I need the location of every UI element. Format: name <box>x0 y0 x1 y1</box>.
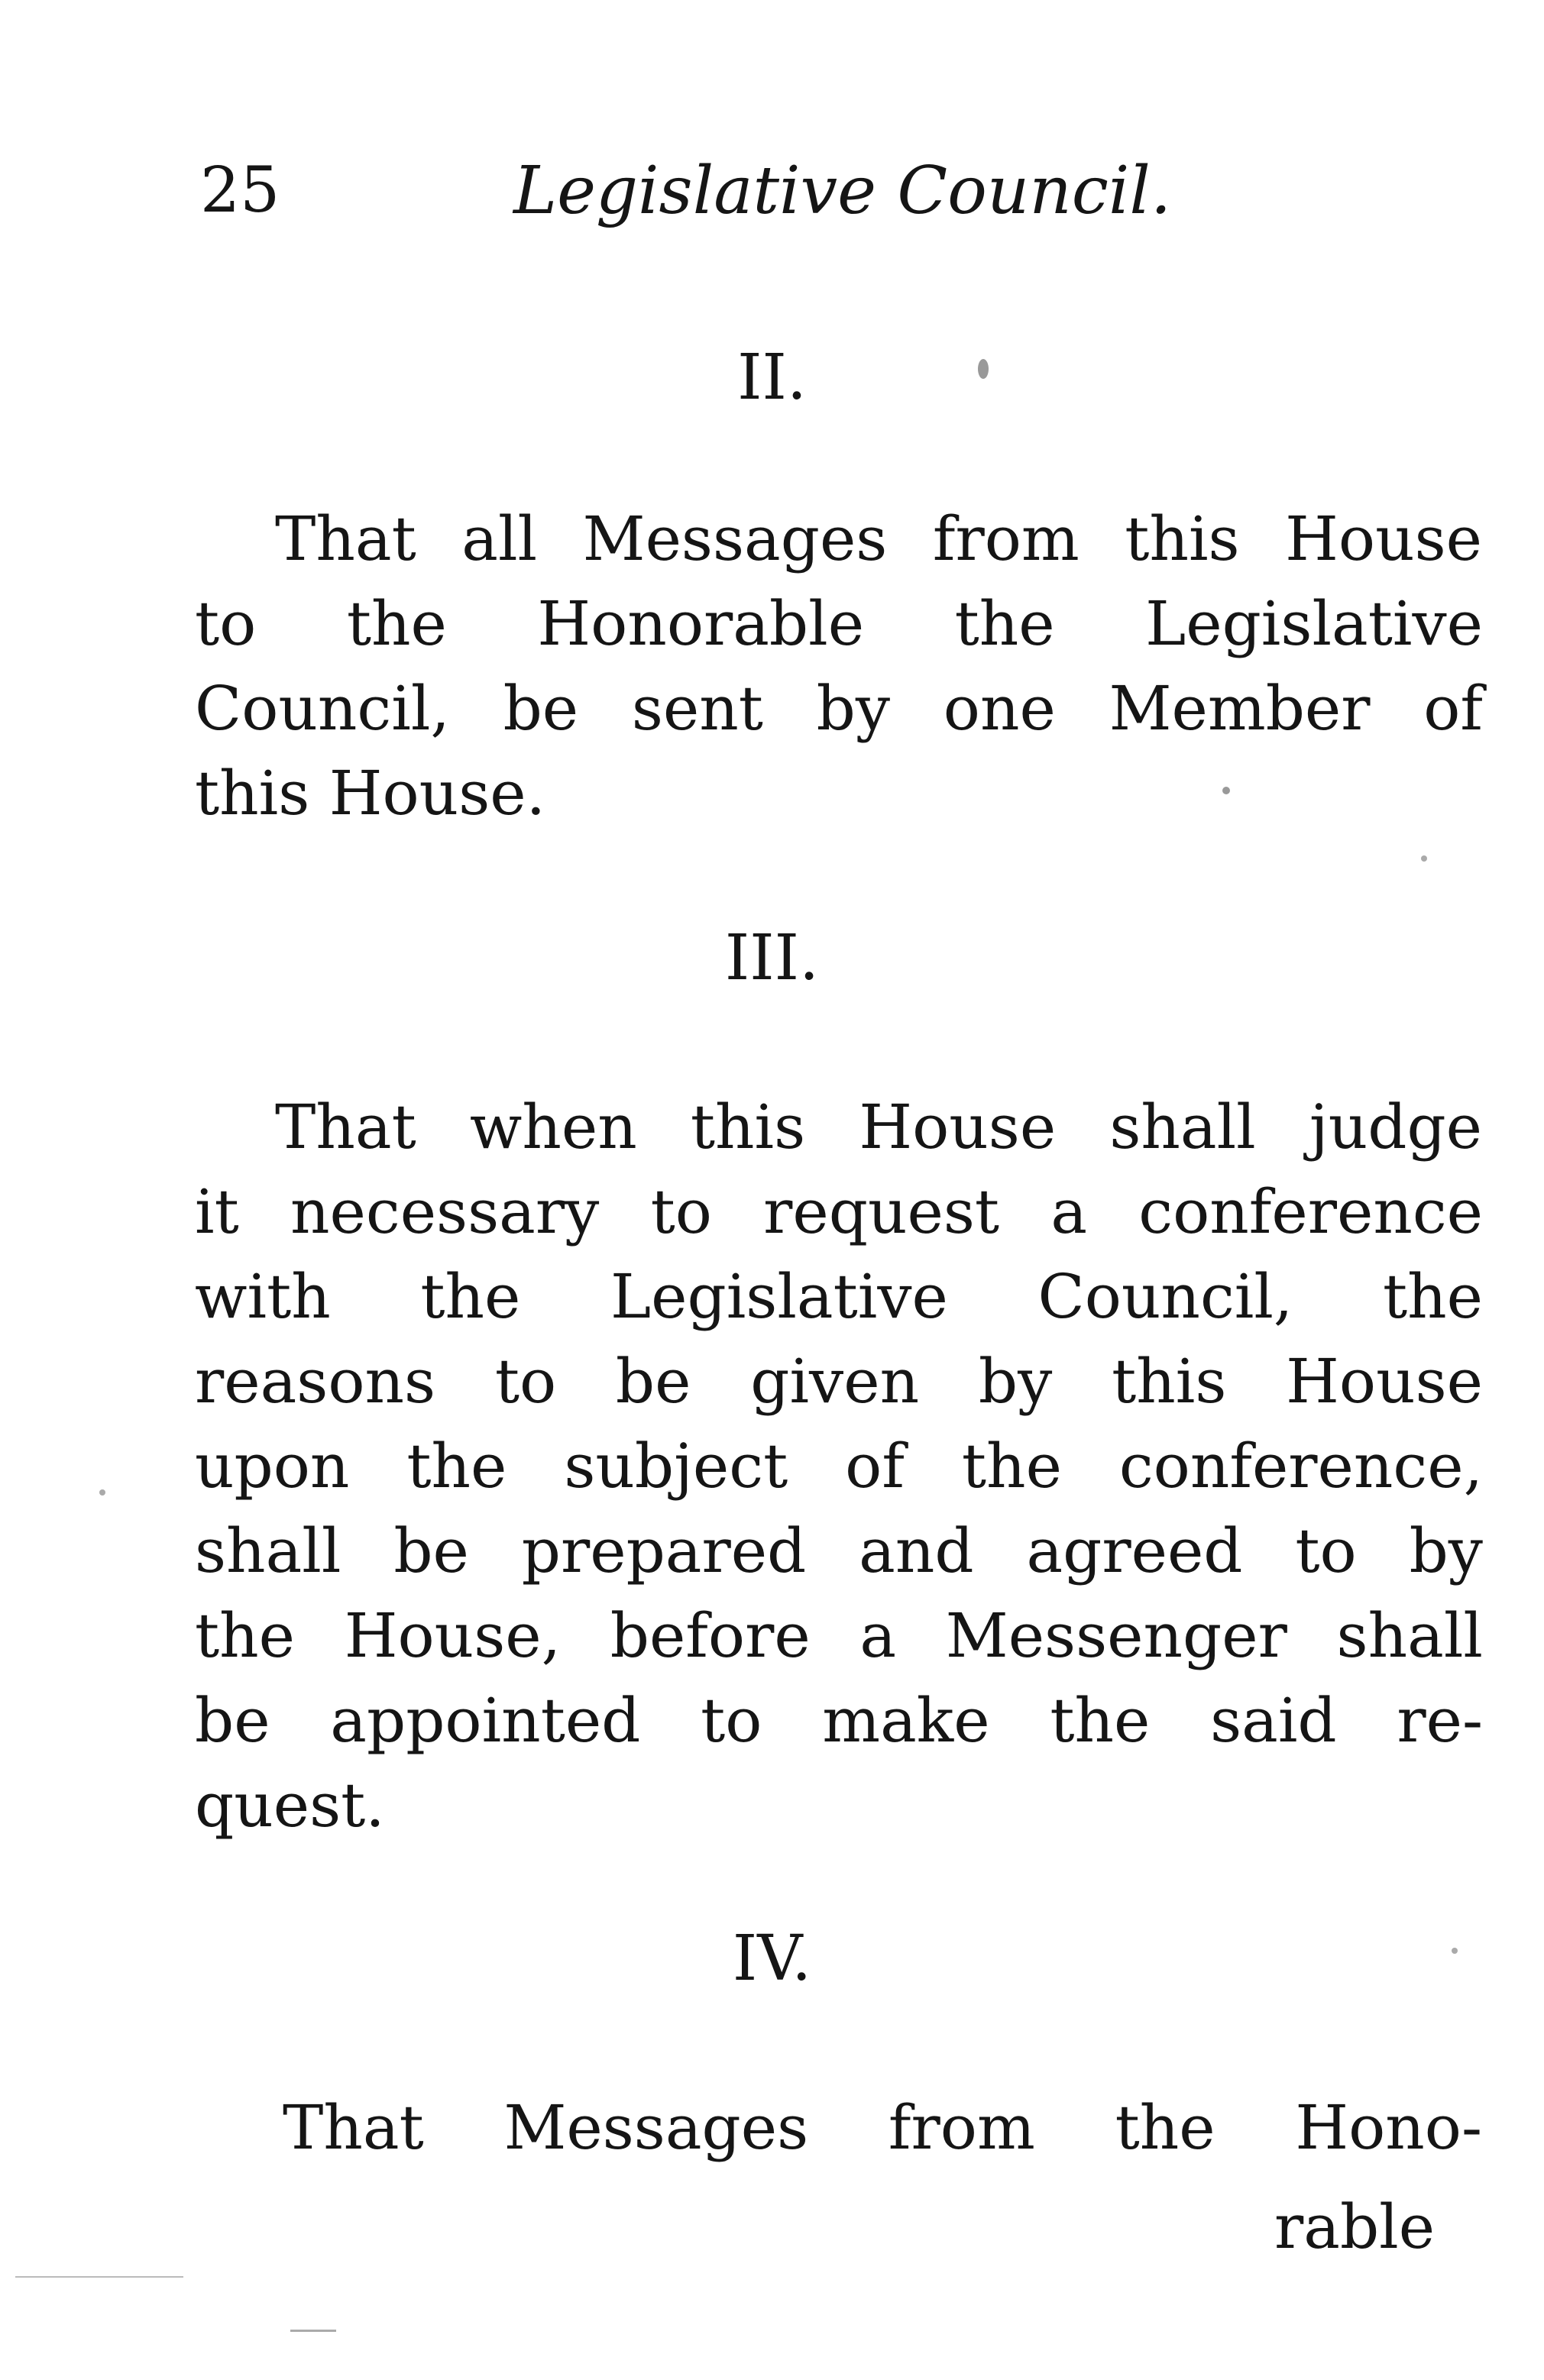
text-line: reasons to be given by this House <box>195 1346 1483 1417</box>
section-numeral-iii: III. <box>724 922 820 994</box>
text-line: be appointed to make the said re- <box>195 1685 1483 1756</box>
running-title: Legislative Council. <box>513 153 1172 229</box>
text-line: with the Legislative Council, the <box>195 1261 1483 1332</box>
text-line: That Messages from the Hono- <box>283 2092 1482 2163</box>
text-line: upon the subject of the conference, <box>195 1431 1483 1502</box>
paper-speck <box>1222 787 1230 794</box>
text-line: That when this House shall judge <box>275 1091 1482 1163</box>
paper-speck <box>978 359 989 379</box>
text-line: the House, before a Messenger shall <box>195 1600 1483 1671</box>
section-iv-text <box>283 2085 1482 2170</box>
section-iii-text-cont <box>195 1169 1483 1848</box>
paper-speck <box>290 2330 336 2332</box>
text-line: quest. <box>195 1770 385 1841</box>
page-header <box>0 149 1544 241</box>
section-ii-text-cont <box>195 581 1483 836</box>
text-line: this House. <box>195 758 546 829</box>
text-line: to the Honorable the Legislative <box>195 588 1483 659</box>
text-line: Council, be sent by one Member of <box>195 673 1483 744</box>
page-number: 25 <box>200 154 280 227</box>
catchword: rable <box>1274 2191 1436 2262</box>
section-iii-text <box>275 1085 1482 1169</box>
section-numeral-ii: II. <box>737 341 807 414</box>
section-ii-text <box>275 496 1482 581</box>
text-line: it necessary to request a conference <box>195 1176 1483 1247</box>
paper-speck <box>99 1489 105 1496</box>
section-numeral-iv: IV. <box>732 1922 812 1995</box>
paper-speck <box>1421 855 1427 862</box>
paper-speck <box>1452 1948 1458 1954</box>
text-line: shall be prepared and agreed to by <box>195 1515 1483 1586</box>
text-line: That all Messages from this House <box>275 503 1482 574</box>
paper-speck <box>15 2276 183 2278</box>
